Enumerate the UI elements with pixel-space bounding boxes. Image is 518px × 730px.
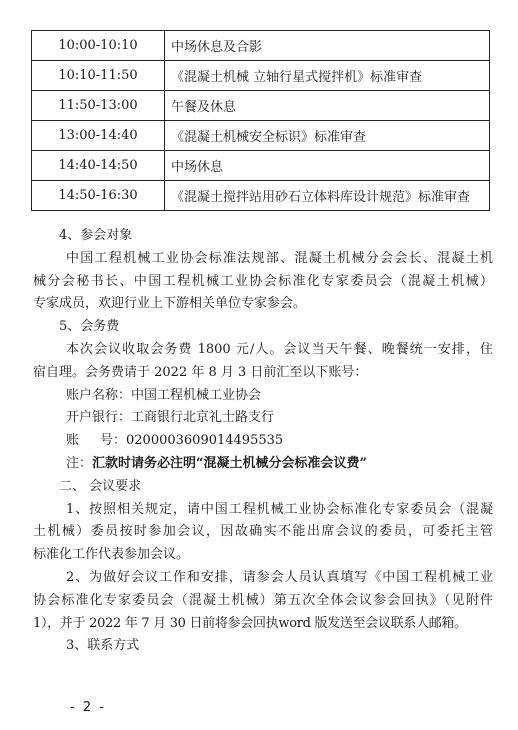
account-name: 账户名称：中国工程机械工业协会 [66,387,262,403]
schedule-item: 《混凝土机械 立轴行星式搅拌机》标准审查 [165,61,490,91]
paragraph-line: 中国工程机械工业协会标准法规部、混凝土机械分会会长、混凝土机 [66,250,493,266]
paragraph-line: 1、按照相关规定，请中国工程机械工业协会标准化专家委员会（混凝 [66,501,493,517]
contact-heading: 3、联系方式 [66,638,140,654]
paragraph-line: 宿自理。会务费请于 2022 年 8 月 3 日前汇至以下账号： [33,364,368,380]
note-text: 汇款时请务必注明“混凝土机械分会标准会议费” [92,455,367,471]
schedule-item: 《混凝土搅拌站用砂石立体料库设计规范》标准审查 [165,181,490,211]
paragraph-line: 1），并于 2022 年 7 月 30 日前将参会回执word 版发送至会议联系人邮箱。 [33,615,467,631]
schedule-time: 13:00-14:40 [32,121,165,151]
schedule-time: 10:10-11:50 [32,61,165,91]
schedule-item: 中场休息及合影 [165,31,490,61]
schedule-row [32,151,490,181]
schedule-time: 14:50-16:30 [32,181,165,211]
schedule-time: 11:50-13:00 [32,91,165,121]
document-body [33,225,493,658]
section-4-heading: 4、参会对象 [59,228,133,243]
paragraph-line: 2、为做好会议工作和安排，请参会人员认真填写《中国工程机械工业 [66,569,493,585]
paragraph-line: 土机械）委员按时参加会议，因故确实不能出席会议的委员，可委托主管 [33,524,493,540]
section-5-heading: 5、会务费 [59,319,120,335]
paragraph-line: 标准化工作代表参加会议。 [33,547,190,563]
schedule-item: 《混凝土机械安全标识》标准审查 [165,121,490,151]
payment-note [33,453,493,476]
schedule-row [32,61,490,91]
schedule-item: 午餐及休息 [165,91,490,121]
schedule-item: 中场休息 [165,151,490,181]
paragraph-line: 械分会秘书长、中国工程机械工业协会标准化专家委员会（混凝土机械） [33,273,493,289]
account-number: 号：0200003609014495535 [100,433,284,449]
schedule-row [32,121,490,151]
schedule-time: 14:40-14:50 [32,151,165,181]
schedule-time: 10:00-10:10 [32,31,165,61]
section-two-heading: 二、 会议要求 [59,478,142,494]
bank-name: 开户银行：工商银行北京礼士路支行 [66,410,275,426]
schedule-table [31,30,490,211]
account-number-line [33,430,493,453]
schedule-row [32,181,490,211]
paragraph-line: 专家成员，欢迎行业上下游相关单位专家参会。 [33,296,307,312]
note-label: 注： [66,455,93,471]
paragraph-line: 本次会议收取会务费 1800 元/人。会议当天午餐、晚餐统一安排，住 [66,341,493,357]
account-label: 账 [66,433,89,449]
schedule-row [32,31,490,61]
page-number: - 2 - [70,700,106,715]
schedule-row [32,91,490,121]
paragraph-line: 协会标准化专家委员会（混凝土机械）第五次全体会议参会回执》（见附件 [33,592,493,608]
